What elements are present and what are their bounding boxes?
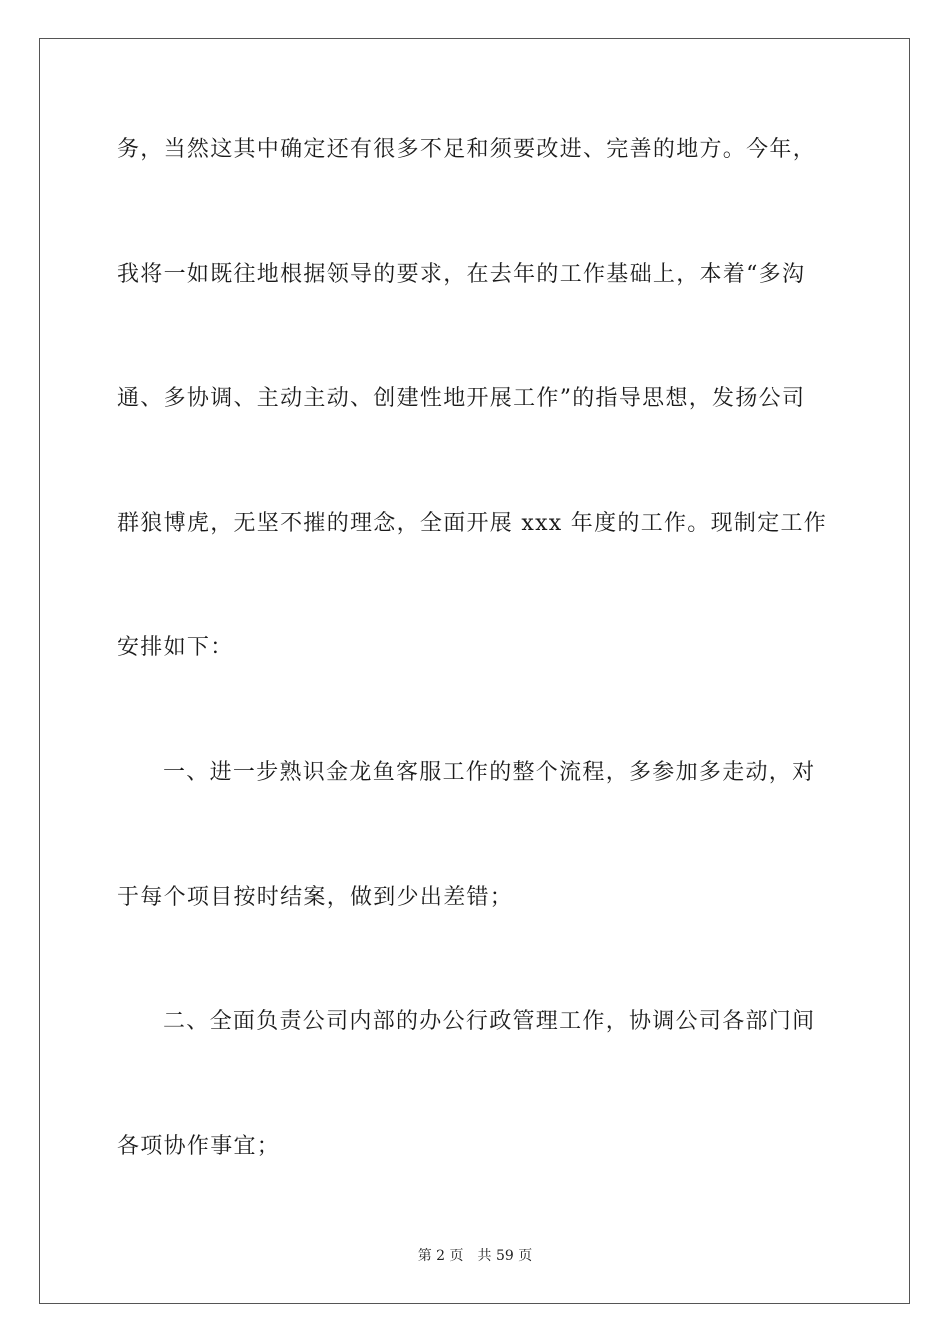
text-line: 群狼博虎，无坚不摧的理念，全面开展 xxx 年度的工作。现制定工作 xyxy=(117,511,828,536)
text-line: 安排如下： xyxy=(117,635,234,660)
page-total: 共 59 页 xyxy=(477,1248,533,1264)
page-border xyxy=(39,38,910,1304)
page-footer xyxy=(0,1247,950,1265)
text-line: 务，当然这其中确定还有很多不足和须要改进、完善的地方。今年， xyxy=(117,137,817,162)
text-line: 一、进一步熟识金龙鱼客服工作的整个流程，多参加多走动，对 xyxy=(163,760,816,785)
page-number: 第 2 页 xyxy=(417,1248,464,1264)
text-line: 通、多协调、主动主动、创建性地开展工作”的指导思想，发扬公司 xyxy=(117,386,806,411)
text-line: 于每个项目按时结案，做到少出差错； xyxy=(117,885,514,910)
text-line: 各项协作事宜； xyxy=(117,1134,281,1159)
text-line: 我将一如既往地根据领导的要求，在去年的工作基础上，本着“多沟 xyxy=(117,262,806,287)
text-line: 二、全面负责公司内部的办公行政管理工作，协调公司各部门间 xyxy=(163,1009,816,1034)
